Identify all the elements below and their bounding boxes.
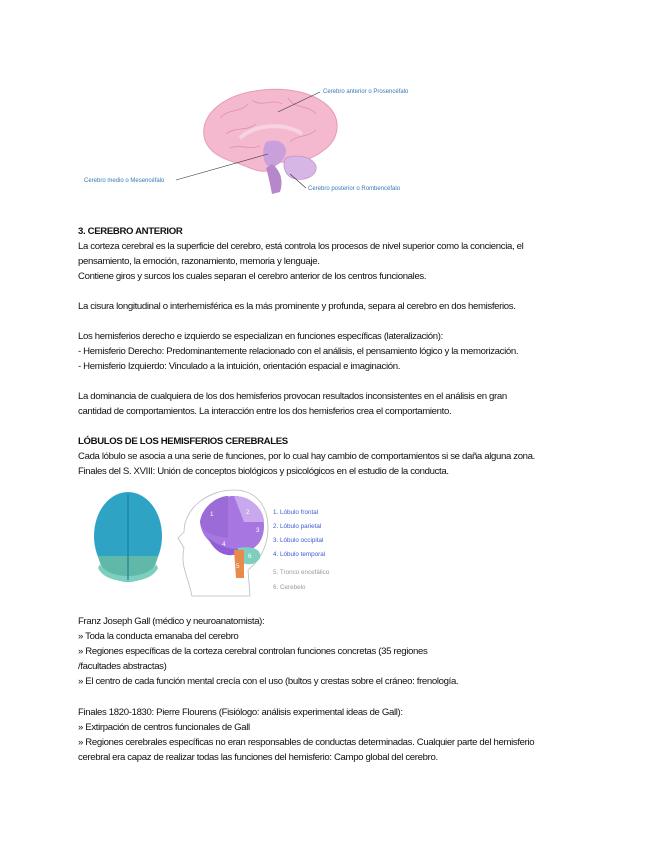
label-cerebro-anterior: Cerebro anterior o Prosencéfalo [323, 89, 409, 95]
text-line: /facultades abstractas) [78, 661, 167, 672]
paragraph-corteza [78, 239, 578, 284]
lobe-number-6: 6 [248, 553, 252, 560]
label-cerebro-medio: Cerebro medio o Mesencéfalo [84, 178, 165, 184]
legend-lobulo-occipital: 3. Lóbulo occipital [273, 537, 324, 544]
paragraph-hemisferios [78, 329, 578, 374]
lobe-number-3: 3 [256, 527, 260, 534]
text-line: Finales del S. XVIII: Unión de conceptos biológicos y psicológicos en el estudio de la conducta. [78, 466, 449, 477]
legend-lobulo-temporal: 4. Lóbulo temporal [273, 551, 326, 558]
head-side-view [178, 490, 268, 596]
brain-lobes-figure [88, 486, 348, 598]
text-line: La cisura longitudinal o interhemisférica es la más prominente y profunda, separa al cerebro en dos hemisferios. [78, 301, 516, 312]
text-line: Cada lóbulo se asocia a una serie de funciones, por lo cual hay cambio de comportamientos si se daña alguna zona. [78, 451, 535, 462]
section-lobulos [78, 434, 578, 479]
text-line: La corteza cerebral es la superficie del cerebro, está controla los procesos de nivel superior como la conciencia, el [78, 241, 524, 252]
heading-text: 3. CEREBRO ANTERIOR [78, 226, 183, 237]
text-line: - Hemisferio Derecho: Predominantemente relacionado con el análisis, el pensamiento lógico y la memorización. [78, 346, 519, 357]
paragraph-flourens [78, 705, 578, 765]
hindbrain-shape [266, 164, 282, 194]
lobes-legend [273, 509, 330, 591]
lobe-number-5: 5 [236, 563, 240, 570]
brain-top-view [94, 492, 162, 582]
text-line: - Hemisferio Izquierdo: Vinculado a la intuición, orientación espacial e imaginación. [78, 361, 401, 372]
label-cerebro-posterior: Cerebro posterior o Rombencéfalo [308, 186, 401, 192]
text-line: pensamiento, la emoción, razonamiento, memoria y lenguaje. [78, 256, 320, 267]
legend-lobulo-parietal: 2. Lóbulo parietal [273, 523, 322, 530]
text-line: » Regiones cerebrales específicas no eran responsables de conductas determinadas. Cualquier parte del hemisferio [78, 737, 535, 748]
text-line: Franz Joseph Gall (médico y neuroanatomista): [78, 616, 265, 627]
text-line: cerebral era capaz de realizar todas las funciones del hemisferio: Campo global del cerebro. [78, 752, 438, 763]
cerebellum-shape [284, 156, 316, 179]
legend-tronco-encefalico: 5. Tronco encefálico [273, 569, 330, 576]
lobe-number-4: 4 [222, 541, 226, 548]
paragraph-dominancia [78, 389, 578, 419]
paragraph-gall [78, 614, 578, 689]
legend-cerebelo: 6. Cerebelo [273, 584, 306, 591]
paragraph-cisura [78, 299, 578, 314]
text-line: cantidad de comportamientos. La interacción entre los dos hemisferios crea el comportamiento. [78, 406, 452, 417]
heading-text: LÓBULOS DE LOS HEMISFERIOS CEREBRALES [78, 436, 288, 447]
text-line: Finales 1820-1830: Pierre Flourens (Fisiólogo: análisis experimental ideas de Gall): [78, 707, 403, 718]
text-line: » Toda la conducta emanaba del cerebro [78, 631, 239, 642]
brain-sagittal-figure [80, 78, 420, 198]
section-heading-cerebro-anterior [78, 224, 578, 239]
text-line: » Regiones específicas de la corteza cerebral controlan funciones concretas (35 regiones [78, 646, 428, 657]
text-line: La dominancia de cualquiera de los dos hemisferios provocan resultados inconsistentes en el análisis en gran [78, 391, 507, 402]
text-line: » El centro de cada función mental crecía con el uso (bultos y crestas sobre el cráneo: frenología. [78, 676, 459, 687]
text-line: » Extirpación de centros funcionales de Gall [78, 722, 250, 733]
lobe-number-1: 1 [210, 511, 214, 518]
text-line: Contiene giros y surcos los cuales separan el cerebro anterior de los centros funcionales. [78, 271, 427, 282]
lobe-number-2: 2 [246, 509, 250, 516]
text-line: Los hemisferios derecho e izquierdo se especializan en funciones específicas (lateralización): [78, 331, 443, 342]
legend-lobulo-frontal: 1. Lóbulo frontal [273, 509, 319, 516]
